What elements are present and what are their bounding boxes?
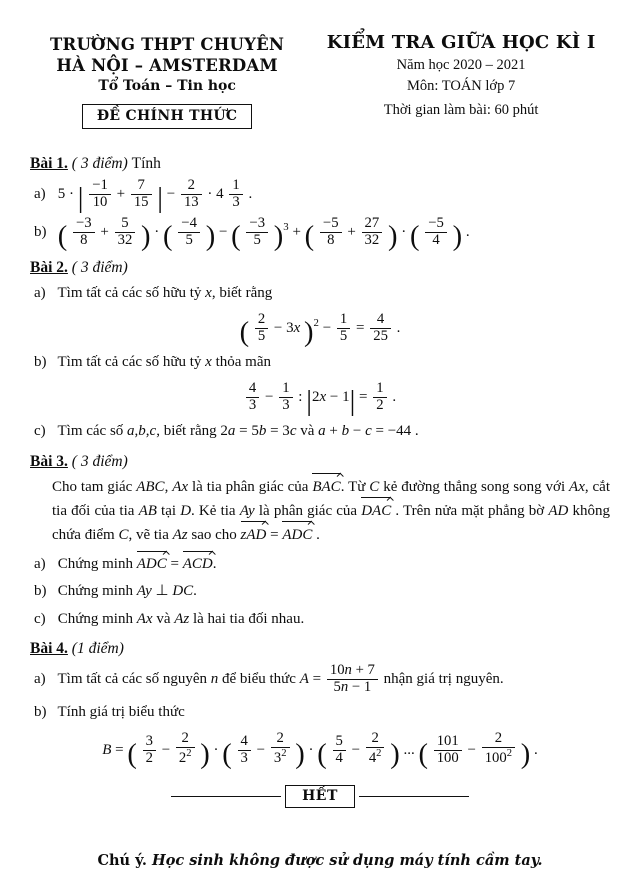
problem-3-item-c-marker: c) xyxy=(34,610,46,627)
problem-1-tail: Tính xyxy=(131,155,161,173)
problem-1-label: Bài 1. xyxy=(30,155,68,173)
problem-1-item-b-math: ( $\frac{-3}{8}$ + $\frac{5}{32}$ ) · ( $\frac{-4}{5}$ ) − ( $\frac{-3}{5}$ )$^3$ + ( $\frac{-5}{8}$ + $\frac{27}{32}$ ) · ( $\frac{-5}{4}$ ) . xyxy=(57,214,470,252)
problem-2-item-a-equation: ( $\frac{2}{5}$ − 3x )$^2$ − $\frac{1}{5}$ = $\frac{4}{25}$ . xyxy=(239,311,401,348)
problem-1-heading xyxy=(30,155,610,173)
problem-2-item-a xyxy=(30,282,610,305)
official-stamp: ĐỀ CHÍNH THỨC xyxy=(82,104,253,129)
problem-2-item-b-equation: $\frac{4}{3}$ − $\frac{1}{3}$ : |2x − 1| = $\frac{1}{2}$ . xyxy=(30,381,610,414)
document-header xyxy=(0,0,640,129)
problem-2-item-c xyxy=(30,420,610,443)
end-of-exam-row xyxy=(30,785,610,808)
end-mark: HẾT xyxy=(285,785,355,808)
problem-4-heading xyxy=(30,640,610,658)
problem-3-item-b xyxy=(30,580,610,603)
problem-3-item-a-text: Chứng minh ADC = ACD. xyxy=(58,556,217,572)
problem-4-item-b-text: Tính giá trị biểu thức xyxy=(57,703,185,720)
problem-3-points: ( 3 điểm) xyxy=(71,452,128,470)
problem-3-item-c xyxy=(30,608,610,631)
department-name: Tổ Toán – Tin học xyxy=(98,78,236,95)
exam-title: KIỂM TRA GIỮA HỌC KÌ I xyxy=(326,32,596,53)
problem-1-item-a-math: 5 · | $\frac{-1}{10}$ + $\frac{7}{15}$ | − $\frac{2}{13}$ · 4 $\frac{1}{3}$ . xyxy=(57,177,253,214)
problem-3-item-b-text: Chứng minh Ay ⊥ DC. xyxy=(57,583,197,600)
exam-note-text: Học sinh không được sử dụng máy tính cầm tay. xyxy=(152,852,543,869)
problem-2-item-a-text: Tìm tất cả các số hữu tỷ x, biết rằng xyxy=(57,284,273,301)
end-rule-left xyxy=(171,796,281,797)
problem-4-item-a xyxy=(30,663,610,696)
problem-4-item-b xyxy=(30,701,610,724)
problem-2-points: ( 3 điểm) xyxy=(71,258,128,276)
problem-2-heading xyxy=(30,259,610,277)
problem-4-item-a-marker: a) xyxy=(34,671,46,688)
problem-4-points: (1 điểm) xyxy=(71,640,124,658)
header-exam-block xyxy=(308,26,614,119)
problem-1-item-b xyxy=(30,214,610,252)
problem-1-points: ( 3 điểm) xyxy=(71,155,128,173)
problem-3-item-c-text: Chứng minh Ax và Az là hai tia đối nhau. xyxy=(57,610,305,627)
problem-2-item-a-marker: a) xyxy=(34,284,46,301)
problem-1-item-a xyxy=(30,177,610,214)
problem-4-label: Bài 4. xyxy=(30,640,68,658)
problem-2-item-b xyxy=(30,351,610,374)
school-year: Năm học 2020 – 2021 xyxy=(396,57,526,73)
problem-3-item-a xyxy=(30,553,610,576)
problem-4-item-b-marker: b) xyxy=(34,703,47,720)
exam-note-prefix: Chú ý. xyxy=(97,852,147,869)
problem-3-item-a-marker: a) xyxy=(34,555,46,572)
exam-duration: Thời gian làm bài: 60 phút xyxy=(383,102,539,118)
problem-2-label: Bài 2. xyxy=(30,258,68,276)
exam-note xyxy=(30,852,610,869)
end-rule-right xyxy=(359,796,469,797)
problem-2-item-b-marker: b) xyxy=(34,353,47,370)
problem-2-item-c-text: Tìm các số a,b,c, biết rằng 2a = 5b = 3c và a + b − c = −44 . xyxy=(57,423,419,440)
exam-content xyxy=(0,129,640,869)
problem-3-item-b-marker: b) xyxy=(34,583,47,600)
problem-1-item-a-marker: a) xyxy=(34,186,46,203)
problem-2-item-b-text: Tìm tất cả các số hữu tỷ x thỏa mãn xyxy=(57,353,271,370)
exam-subject: Môn: TOÁN lớp 7 xyxy=(406,78,516,94)
school-name-line1: TRƯỜNG THPT CHUYÊN xyxy=(50,35,285,54)
header-school-block xyxy=(26,26,308,129)
problem-3-heading xyxy=(30,453,610,471)
problem-3-label: Bài 3. xyxy=(30,452,68,470)
problem-4-item-b-equation: B = ( $\frac{3}{2}$ − $\frac{2}{2^2}$ ) · ( $\frac{4}{3}$ − $\frac{2}{3^2}$ ) · ( $\frac{5}{4}$ − $\frac{2}{4^2}$ ) ... ( $\frac{101}{100}$ − $\frac{2}{100^2}$ ) . xyxy=(102,730,538,771)
problem-2-item-c-marker: c) xyxy=(34,423,46,440)
problem-3-body: Cho tam giác ABC, Ax là tia phân giác của BAC. Từ C kẻ đường thẳng song song với Ax, cắt tia đối của tia AB tại D. Kẻ tia Ay là phân giác của DAC . Trên nửa mặt phẳng bờ AD không chứa điểm C, vẽ tia Az sao cho zAD = ADC . xyxy=(30,475,610,548)
school-name-line2: HÀ NỘI – AMSTERDAM xyxy=(56,56,278,76)
problem-4-item-a-text: Tìm tất cả các số nguyên n để biểu thức A = $\frac{10n + 7}{5n - 1}$ nhận giá trị nguyên. xyxy=(57,662,504,695)
problem-1-item-b-marker: b) xyxy=(34,224,47,241)
